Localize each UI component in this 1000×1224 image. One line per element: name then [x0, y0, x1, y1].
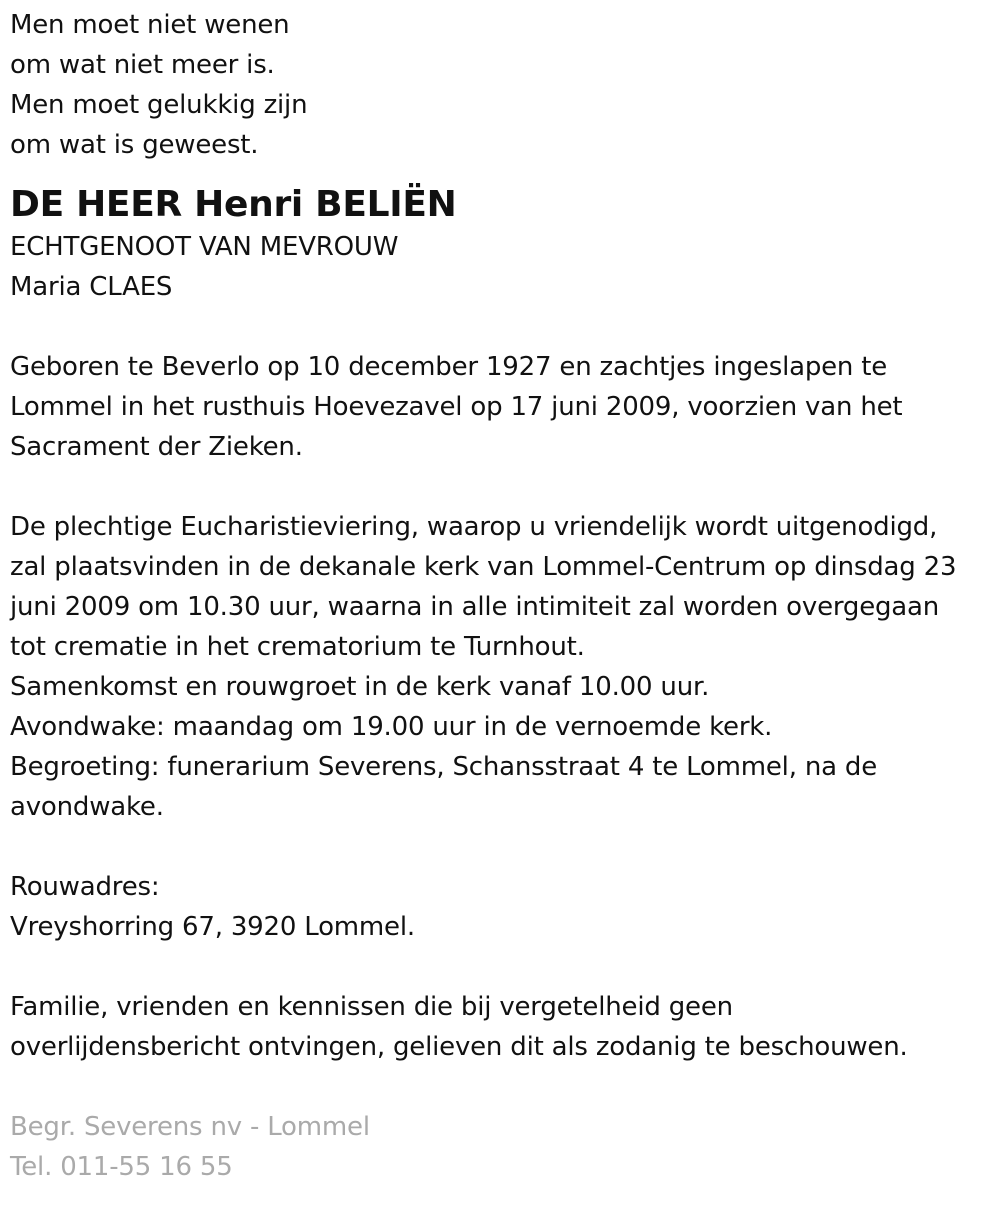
paragraph-line: overlijdensbericht ontvingen, gelieven dit als zodanig te beschouwen.	[10, 1032, 908, 1062]
spacer	[10, 467, 990, 507]
poem-line: om wat is geweest.	[10, 130, 259, 160]
poem-line: Men moet gelukkig zijn	[10, 90, 308, 120]
spacer	[10, 947, 990, 987]
funeral-home-name: Begr. Severens nv - Lommel	[10, 1112, 370, 1142]
address-block	[10, 867, 990, 947]
notice-paragraph	[10, 987, 990, 1067]
spacer	[10, 827, 990, 867]
paragraph-line: avondwake.	[10, 792, 164, 822]
poem-line: Men moet niet wenen	[10, 10, 290, 40]
address-value: Vreyshorring 67, 3920 Lommel.	[10, 912, 415, 942]
spacer	[10, 307, 990, 347]
paragraph-line: tot crematie in het crematorium te Turnhout.	[10, 632, 585, 662]
paragraph-line: Lommel in het rusthuis Hoevezavel op 17 juni 2009, voorzien van het	[10, 392, 903, 422]
funeral-home-phone: Tel. 011-55 16 55	[10, 1152, 233, 1182]
ceremony-paragraph	[10, 507, 990, 827]
poem-block	[10, 5, 990, 165]
paragraph-line: juni 2009 om 10.30 uur, waarna in alle intimiteit zal worden overgegaan	[10, 592, 940, 622]
paragraph-line: De plechtige Eucharistieviering, waarop u vriendelijk wordt uitgenodigd,	[10, 512, 938, 542]
paragraph-line: zal plaatsvinden in de dekanale kerk van Lommel-Centrum op dinsdag 23	[10, 552, 957, 582]
paragraph-line: Sacrament der Zieken.	[10, 432, 303, 462]
funeral-home-footer	[10, 1107, 990, 1187]
paragraph-line: Begroeting: funerarium Severens, Schansstraat 4 te Lommel, na de	[10, 752, 878, 782]
paragraph-line: Avondwake: maandag om 19.00 uur in de vernoemde kerk.	[10, 712, 773, 742]
paragraph-line: Familie, vrienden en kennissen die bij vergetelheid geen	[10, 992, 733, 1022]
paragraph-line: Geboren te Beverlo op 10 december 1927 en zachtjes ingeslapen te	[10, 352, 888, 382]
paragraph-line: Samenkomst en rouwgroet in de kerk vanaf 10.00 uur.	[10, 672, 710, 702]
deceased-name: DE HEER Henri BELIËN	[10, 184, 457, 225]
spacer	[10, 1067, 990, 1107]
relation-text: ECHTGENOOT VAN MEVROUW	[10, 232, 399, 262]
address-label: Rouwadres:	[10, 872, 160, 902]
spouse-name: Maria CLAES	[10, 272, 173, 302]
birth-death-paragraph	[10, 347, 990, 467]
poem-line: om wat niet meer is.	[10, 50, 275, 80]
obituary-document	[10, 5, 990, 1187]
